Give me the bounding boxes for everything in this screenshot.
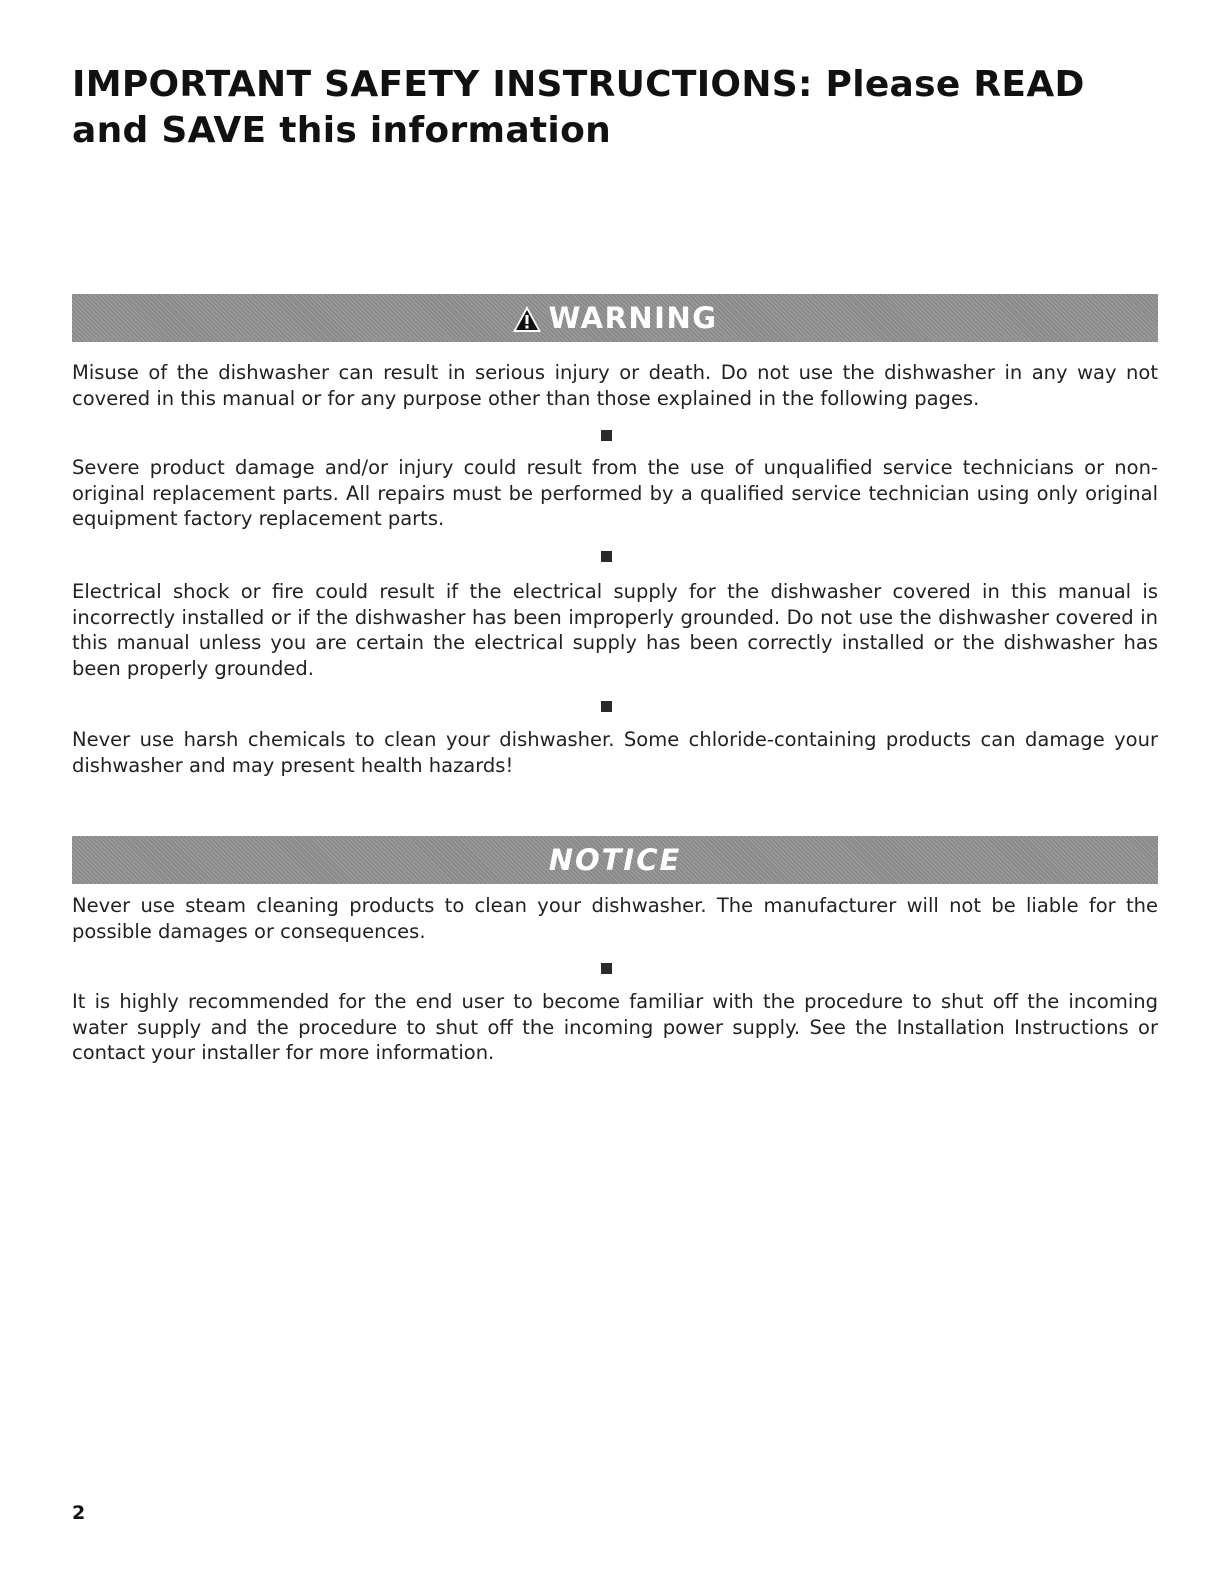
- warning-paragraph-4: Never use harsh chemicals to clean your dishwasher. Some chloride-containing products can damage your dishwasher and may present health hazards!: [72, 728, 1158, 777]
- warning-banner: [72, 294, 1158, 342]
- warning-label: WARNING: [548, 301, 718, 335]
- page-title: [72, 62, 1152, 154]
- page-title-line-1: IMPORTANT SAFETY INSTRUCTIONS: Please READ: [72, 64, 1085, 105]
- notice-banner: [72, 836, 1158, 884]
- notice-paragraph-2: It is highly recommended for the end user to become familiar with the procedure to shut off the incoming water supply and the procedure to shut off the incoming power supply. See the Installation Instructions or contact your installer for more information.: [72, 990, 1158, 1065]
- warning-triangle-icon: [512, 305, 542, 333]
- warning-paragraph-1: Misuse of the dishwasher can result in serious injury or death. Do not use the dishwasher in any way not covered in this manual or for any purpose other than those explained in the following pages.: [72, 361, 1158, 410]
- notice-label: NOTICE: [548, 843, 682, 877]
- separator-bullet: [601, 963, 612, 974]
- page-title-line-2: and SAVE this information: [72, 110, 612, 151]
- separator-bullet: [601, 430, 612, 441]
- warning-paragraph-2: Severe product damage and/or injury could result from the use of unqualified service technicians or non-original replacement parts. All repairs must be performed by a qualified service technician using only original equipment factory replacement parts.: [72, 456, 1158, 531]
- separator-bullet: [601, 551, 612, 562]
- notice-paragraph-1: Never use steam cleaning products to clean your dishwasher. The manufacturer will not be liable for the possible damages or consequences.: [72, 894, 1158, 943]
- separator-bullet: [601, 701, 612, 712]
- page-number: 2: [72, 1502, 86, 1524]
- warning-paragraph-3: Electrical shock or fire could result if the electrical supply for the dishwasher covered in this manual is incorrectly installed or if the dishwasher has been improperly grounded. Do not use the dishwasher covered in this manual unless you are certain the electrical supply has been correctly installed or the dishwasher has been properly grounded.: [72, 580, 1158, 680]
